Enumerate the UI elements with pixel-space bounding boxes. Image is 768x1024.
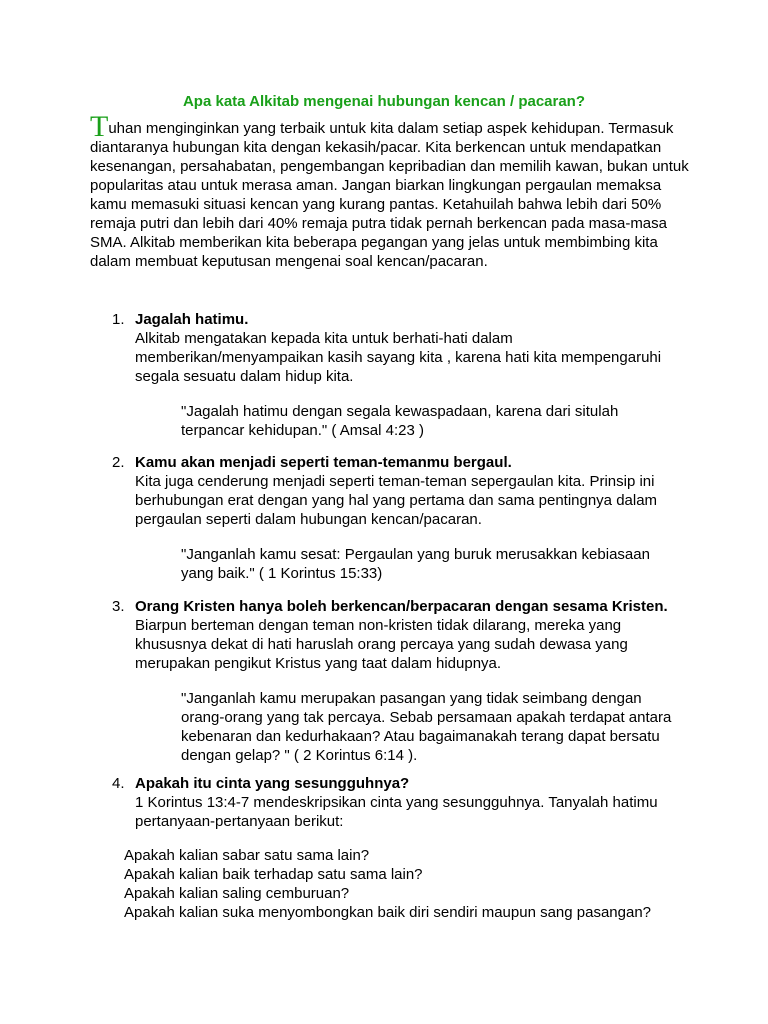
bible-quote: "Janganlah kamu sesat: Pergaulan yang buruk merusakkan kebiasaan yang baik." ( 1 Korintus 15:33) xyxy=(181,546,650,582)
list-body: Biarpun berteman dengan teman non-kristen tidak dilarang, mereka yang khususnya dekat di hati haruslah orang percaya yang sudah dewasa yang merupakan pengikut Kristus yang taat dalam hidupnya. xyxy=(135,617,628,672)
list-heading: Jagalah hatimu. xyxy=(135,311,249,328)
bible-quote: "Janganlah kamu merupakan pasangan yang tidak seimbang dengan orang-orang yang tak percaya. Sebab persamaan apakah terdapat antara kebenaran dan kedurhakaan? Atau bagaimanakah terang dapat bersatu dengan gelap? " ( 2 Korintus 6:14 ). xyxy=(181,690,672,764)
list-body: Kita juga cenderung menjadi seperti teman-teman sepergaulan kita. Prinsip ini berhubungan erat dengan yang hal yang pertama dan sama pentingnya dalam pergaulan seperti dalam hubungan kencan/pacaran. xyxy=(135,473,658,528)
page-title: Apa kata Alkitab mengenai hubungan kencan / pacaran? xyxy=(182,93,586,110)
list-heading: Apakah itu cinta yang sesungguhnya? xyxy=(135,775,410,792)
question-line: Apakah kalian baik terhadap satu sama lain? xyxy=(124,866,423,883)
question-line: Apakah kalian saling cemburuan? xyxy=(124,885,350,902)
list-item-2 xyxy=(112,453,692,583)
question-list xyxy=(124,846,704,922)
intro-paragraph xyxy=(90,110,690,271)
list-number: 3. xyxy=(112,598,125,615)
bible-quote: "Jagalah hatimu dengan segala kewaspadaan, karena dari situlah terpancar kehidupan." ( Amsal 4:23 ) xyxy=(181,403,619,439)
question-line: Apakah kalian suka menyombongkan baik diri sendiri maupun sang pasangan? xyxy=(124,904,652,921)
list-item-4 xyxy=(112,774,692,831)
list-heading: Kamu akan menjadi seperti teman-temanmu bergaul. xyxy=(135,454,512,471)
list-number: 2. xyxy=(112,454,125,471)
intro-text: uhan menginginkan yang terbaik untuk kita dalam setiap aspek kehidupan. Termasuk diantaranya hubungan kita dengan kekasih/pacar. Kita berkencan untuk mendapatkan kesenangan, persahabatan, pengembangan kepribadian dan memilih kawan, bukan untuk popularitas atau untuk merasa aman. Jangan biarkan lingkungan pergaulan memaksa kamu memasuki situasi kencan yang kurang pantas. Ketahuilah bahwa lebih dari 50% remaja putri dan lebih dari 40% remaja putra tidak pernah berkencan pada masa-masa SMA. Alkitab memberikan kita beberapa pegangan yang jelas untuk membimbing kita dalam membuat keputusan mengenai soal kencan/pacaran. xyxy=(90,120,689,270)
list-item-3 xyxy=(112,597,692,765)
drop-cap: T xyxy=(90,110,109,143)
list-body: 1 Korintus 13:4-7 mendeskripsikan cinta yang sesungguhnya. Tanyalah hatimu pertanyaan-pertanyaan berikut: xyxy=(135,794,658,830)
list-number: 1. xyxy=(112,311,125,328)
question-line: Apakah kalian sabar satu sama lain? xyxy=(124,847,370,864)
list-heading: Orang Kristen hanya boleh berkencan/berpacaran dengan sesama Kristen. xyxy=(135,598,668,615)
list-number: 4. xyxy=(112,775,125,792)
list-item-1 xyxy=(112,310,692,440)
list-body: Alkitab mengatakan kepada kita untuk berhati-hati dalam memberikan/menyampaikan kasih sayang kita , karena hati kita mempengaruhi segala sesuatu dalam hidup kita. xyxy=(135,330,662,385)
